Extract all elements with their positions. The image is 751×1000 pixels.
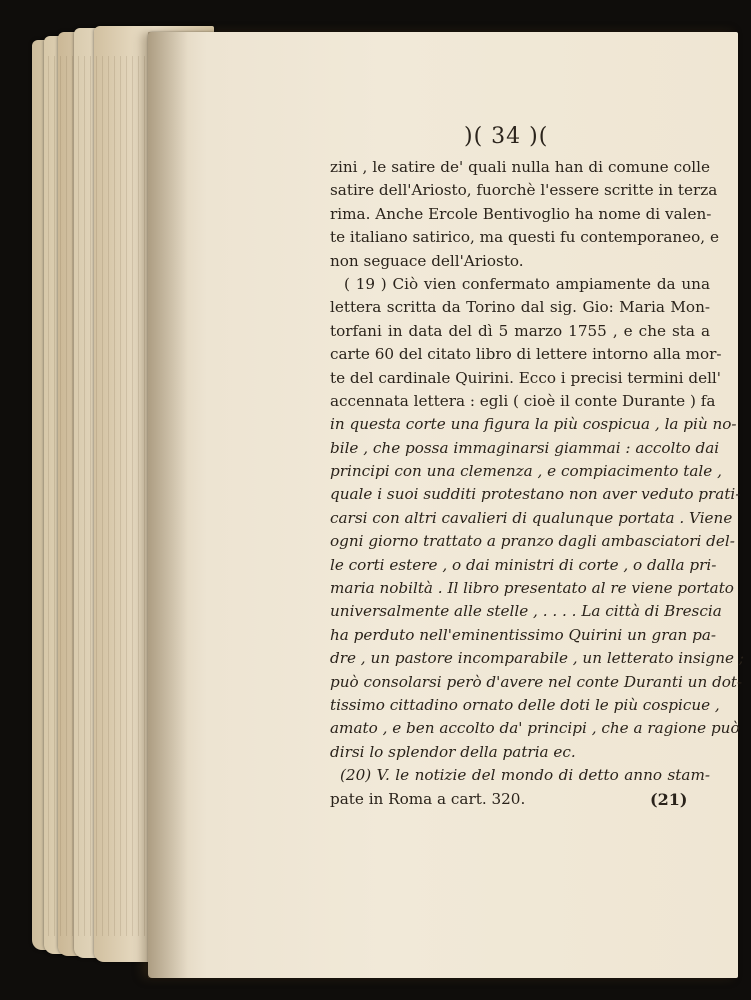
text-line: pate in Roma a cart. 320. [330,789,526,808]
quote-line: maria nobiltà . Il libro presentato al re viene portato [330,579,734,598]
text-line: lettera scritta da Torino dal sig. Gio: Maria Mon- [330,298,710,317]
quote-line: dirsi lo splendor della patria ec. [330,742,576,761]
text-line: zini , le satire de' quali nulla han di comune colle [330,158,710,176]
body-text [330,156,744,811]
quote-line: ha perduto nell'eminentissimo Quirini un gran pa- [330,625,717,644]
page-number-right-mark: )( [529,124,549,149]
quote-line: universalmente alle stelle , . . . . La città di Brescia [330,602,722,621]
text-line: satire dell'Ariosto, fuorchè l'essere scritte in terza [330,181,718,200]
signature-mark: (21) [650,790,688,809]
footnote-20-line: (20) V. le notizie del mondo di detto anno stam- [340,766,710,785]
quote-line: dre , un pastore incomparabile , un letterato insigne ; [330,649,744,668]
quote-line: carsi con altri cavalieri di qualunque portata . Viene [330,508,733,527]
quote-line: amato , e ben accolto da' principi , che a ragione può [330,719,740,738]
page-number-value: 34 [491,124,522,149]
quote-line: tissimo cittadino ornato delle doti le più cospicue , [330,695,720,714]
quote-line: in questa corte una figura la più cospicua , la più no- [330,415,737,434]
text-line: accennata lettera : egli ( cioè il conte Durante ) fa [330,391,716,410]
footnote-19-line: ( 19 ) Ciò vien confermato ampiamente da una [344,274,710,293]
page-number [464,124,548,149]
text-line: carte 60 del citato libro di lettere intorno alla mor- [330,345,722,364]
quote-line: bile , che possa immaginarsi giammai : accolto dai [330,438,720,457]
quote-line: principi con una clemenza , e compiacimento tale , [330,462,722,481]
text-line: te italiano satirico, ma questi fu contemporaneo, e [330,228,719,247]
text-line: torfani in data del dì 5 marzo 1755 , e che sta a [330,321,710,340]
quote-line: le corti estere , o dai ministri di corte , o dalla pri- [330,555,717,574]
text-line: non seguace dell'Ariosto. [330,251,524,270]
quote-line: quale i suoi sudditi protestano non aver veduto prati- [330,485,741,504]
text-line: te del cardinale Quirini. Ecco i precisi termini dell' [330,368,721,387]
page-gutter-shadow [148,32,188,978]
page-number-left-mark: )( [464,124,484,149]
text-line: rima. Anche Ercole Bentivoglio ha nome di valen- [330,204,712,223]
quote-line: ogni giorno trattato a pranzo dagli ambasciatori del- [330,532,735,551]
quote-line: può consolarsi però d'avere nel conte Duranti un dot- [330,672,743,691]
